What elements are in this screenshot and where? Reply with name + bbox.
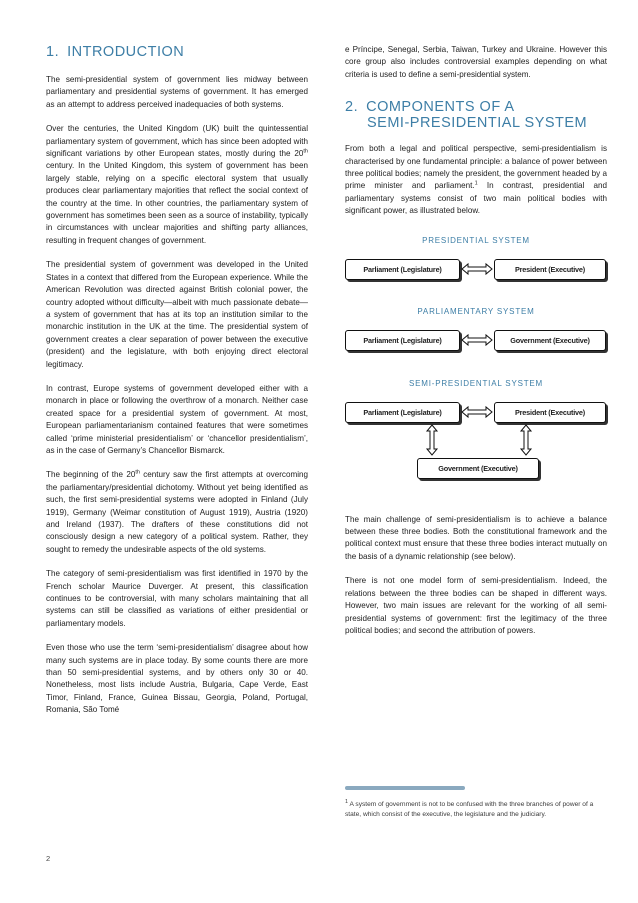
left-column — [46, 44, 308, 729]
footnote-text: A system of government is not to be confused with the three branches of power of a state, which consist of the executive, the legislature and the judiciary. — [345, 801, 594, 818]
footnote-reference: 1 — [474, 180, 478, 187]
footnote — [345, 800, 607, 819]
intro-paragraph-2 — [46, 123, 308, 247]
page-number: 2 — [46, 854, 51, 863]
components-paragraph-1-part-b: In contrast, presidential and parliamentary systems consist of two main political bodies with significant power, as illustrated below. — [345, 181, 608, 216]
footnote-divider — [345, 786, 465, 790]
section-2-title-line-2: SEMI-PRESIDENTIAL SYSTEM — [367, 115, 588, 132]
intro-paragraph-5-part-a: The beginning of the 20 — [46, 470, 136, 480]
vertical-double-arrow-icon — [425, 424, 439, 456]
intro-paragraph-4: In contrast, Europe systems of government developed either with a monarch in place or following the overthrow of a monarch. Neither case created space for a presidential system of government. At most, European parliamentarianism contained features that were sometimes called ‘prime ministerial presidentialism’ or ‘chancellor presidentialism’, as in the case of Germany’s Chancellor Bismarck. — [46, 383, 308, 455]
parliamentary-system-title: PARLIAMENTARY SYSTEM — [417, 306, 535, 316]
parliamentary-government-box: Government (Executive) — [494, 330, 606, 351]
ordinal-suffix: th — [135, 469, 140, 476]
presidential-parliament-box: Parliament (Legislature) — [345, 259, 460, 280]
semi-president-box: President (Executive) — [494, 402, 606, 423]
intro-paragraph-6: The category of semi-presidentialism was first identified in 1970 by the French scholar Maurice Duverger. At present, this classification continues to be controversial, with many scholars maintaining that all systems can still be classified as variations of either presidential or parliamentary models. — [46, 569, 308, 628]
intro-paragraph-7: Even those who use the term ‘semi-presidentialism’ disagree about how many such systems are in place today. By some counts there are more than 50 semi-presidential systems, and by others only 30 or 40. Nonetheless, most lists include Austria, Bulgaria, Cape Verde, East Timor, Finland, France, Guinea Bissau, Georgia, Poland, Portugal, Romania, São Tomé — [46, 643, 308, 715]
semi-presidential-system-title: SEMI-PRESIDENTIAL SYSTEM — [408, 378, 544, 388]
systems-diagram — [345, 236, 607, 506]
section-1-heading — [46, 44, 308, 60]
double-arrow-icon — [461, 405, 493, 419]
components-paragraph-1 — [345, 143, 607, 217]
intro-paragraph-2-part-b: century. In the United Kingdom, this system of government has been largely stable, relying on a specific electoral system that usually produces clear parliamentary majorities that reflect the social context of the country at the time. In other countries, the parliamentary system of government has sometimes been seen as a source of instability, typically in circumstances with unclear majorities and shifting party alliances, resulting in frequent changes of government. — [46, 161, 308, 245]
intro-paragraph-3: The presidential system of government was developed in the United States in a context that differed from the European experience. While the American Revolution was directed against British colonial power, the country adopted without difficulty—albeit with much passionate debate—a system of government that has at its top an institution similar to the monarchic institution in the UK at the time. The presidential system of government creates a clear separation of power between the executive (president) and the legislature, with both enjoying direct electoral legitimacy. — [46, 260, 308, 369]
presidential-system-title: PRESIDENTIAL SYSTEM — [422, 235, 530, 245]
section-2-heading — [345, 99, 607, 131]
section-2-title-line-1: COMPONENTS OF A — [366, 99, 515, 116]
double-arrow-icon — [461, 262, 493, 276]
footnote-marker: 1 — [345, 798, 349, 805]
intro-paragraph-5-part-b: century saw the first attempts at overcoming the parliamentary/presidential dichotomy. Without yet being identified as such, the first semi-presidential systems were adopted in Finland (July 1919), Germany (Weimar constitution of August 1919), Austria (1920) and Ireland (1937). The drafters of these constitutions did not consciously design a new category of a political system. Rather, they sought to remedy the undesirable aspects of the old systems. — [46, 470, 308, 554]
components-paragraph-1-part-a: From both a legal and political perspective, semi-presidentialism is characterised by one fundamental principle: a balance of power between three political bodies; namely the president, the government headed by a prime minister and parliament. — [345, 144, 607, 191]
intro-paragraph-1: The semi-presidential system of government lies midway between parliamentary and presidential systems of government. It has emerged as an attempt to address perceived inadequacies of both systems. — [46, 75, 308, 109]
section-2-number: 2. — [345, 99, 359, 116]
intro-paragraph-2-part-a: Over the centuries, the United Kingdom (UK) built the quintessential parliamentary system of government, which has since been adopted with significant variations by other European states, mostly during the 20 — [46, 124, 308, 159]
intro-paragraph-5 — [46, 469, 308, 556]
semi-parliament-box: Parliament (Legislature) — [345, 402, 460, 423]
section-1-number: 1. — [46, 44, 60, 60]
components-paragraph-2: The main challenge of semi-presidentialism is to achieve a balance between these three bodies. Both the constitutional framework and the political context must ensure that these three bodies interact mutually on the basis of a dynamic relationship (see below). — [345, 514, 607, 561]
semi-government-box: Government (Executive) — [417, 458, 539, 479]
continued-paragraph: e Príncipe, Senegal, Serbia, Taiwan, Turkey and Ukraine. However this core group also includes controversial examples depending on what criteria is used to define a semi-presidential system. — [345, 45, 607, 79]
components-paragraph-3: There is not one model form of semi-presidentialism. Indeed, the relations between the three bodies can be shaped in different ways. However, two main issues are relevant for the working of all semi-presidential systems of government: first the legitimacy of the three political bodies; and second the attribution of powers. — [345, 576, 607, 635]
section-1-title: INTRODUCTION — [67, 44, 185, 60]
double-arrow-icon — [461, 333, 493, 347]
vertical-double-arrow-icon — [519, 424, 533, 456]
presidential-president-box: President (Executive) — [494, 259, 606, 280]
parliamentary-parliament-box: Parliament (Legislature) — [345, 330, 460, 351]
right-column — [345, 44, 607, 649]
ordinal-suffix: th — [303, 148, 308, 155]
